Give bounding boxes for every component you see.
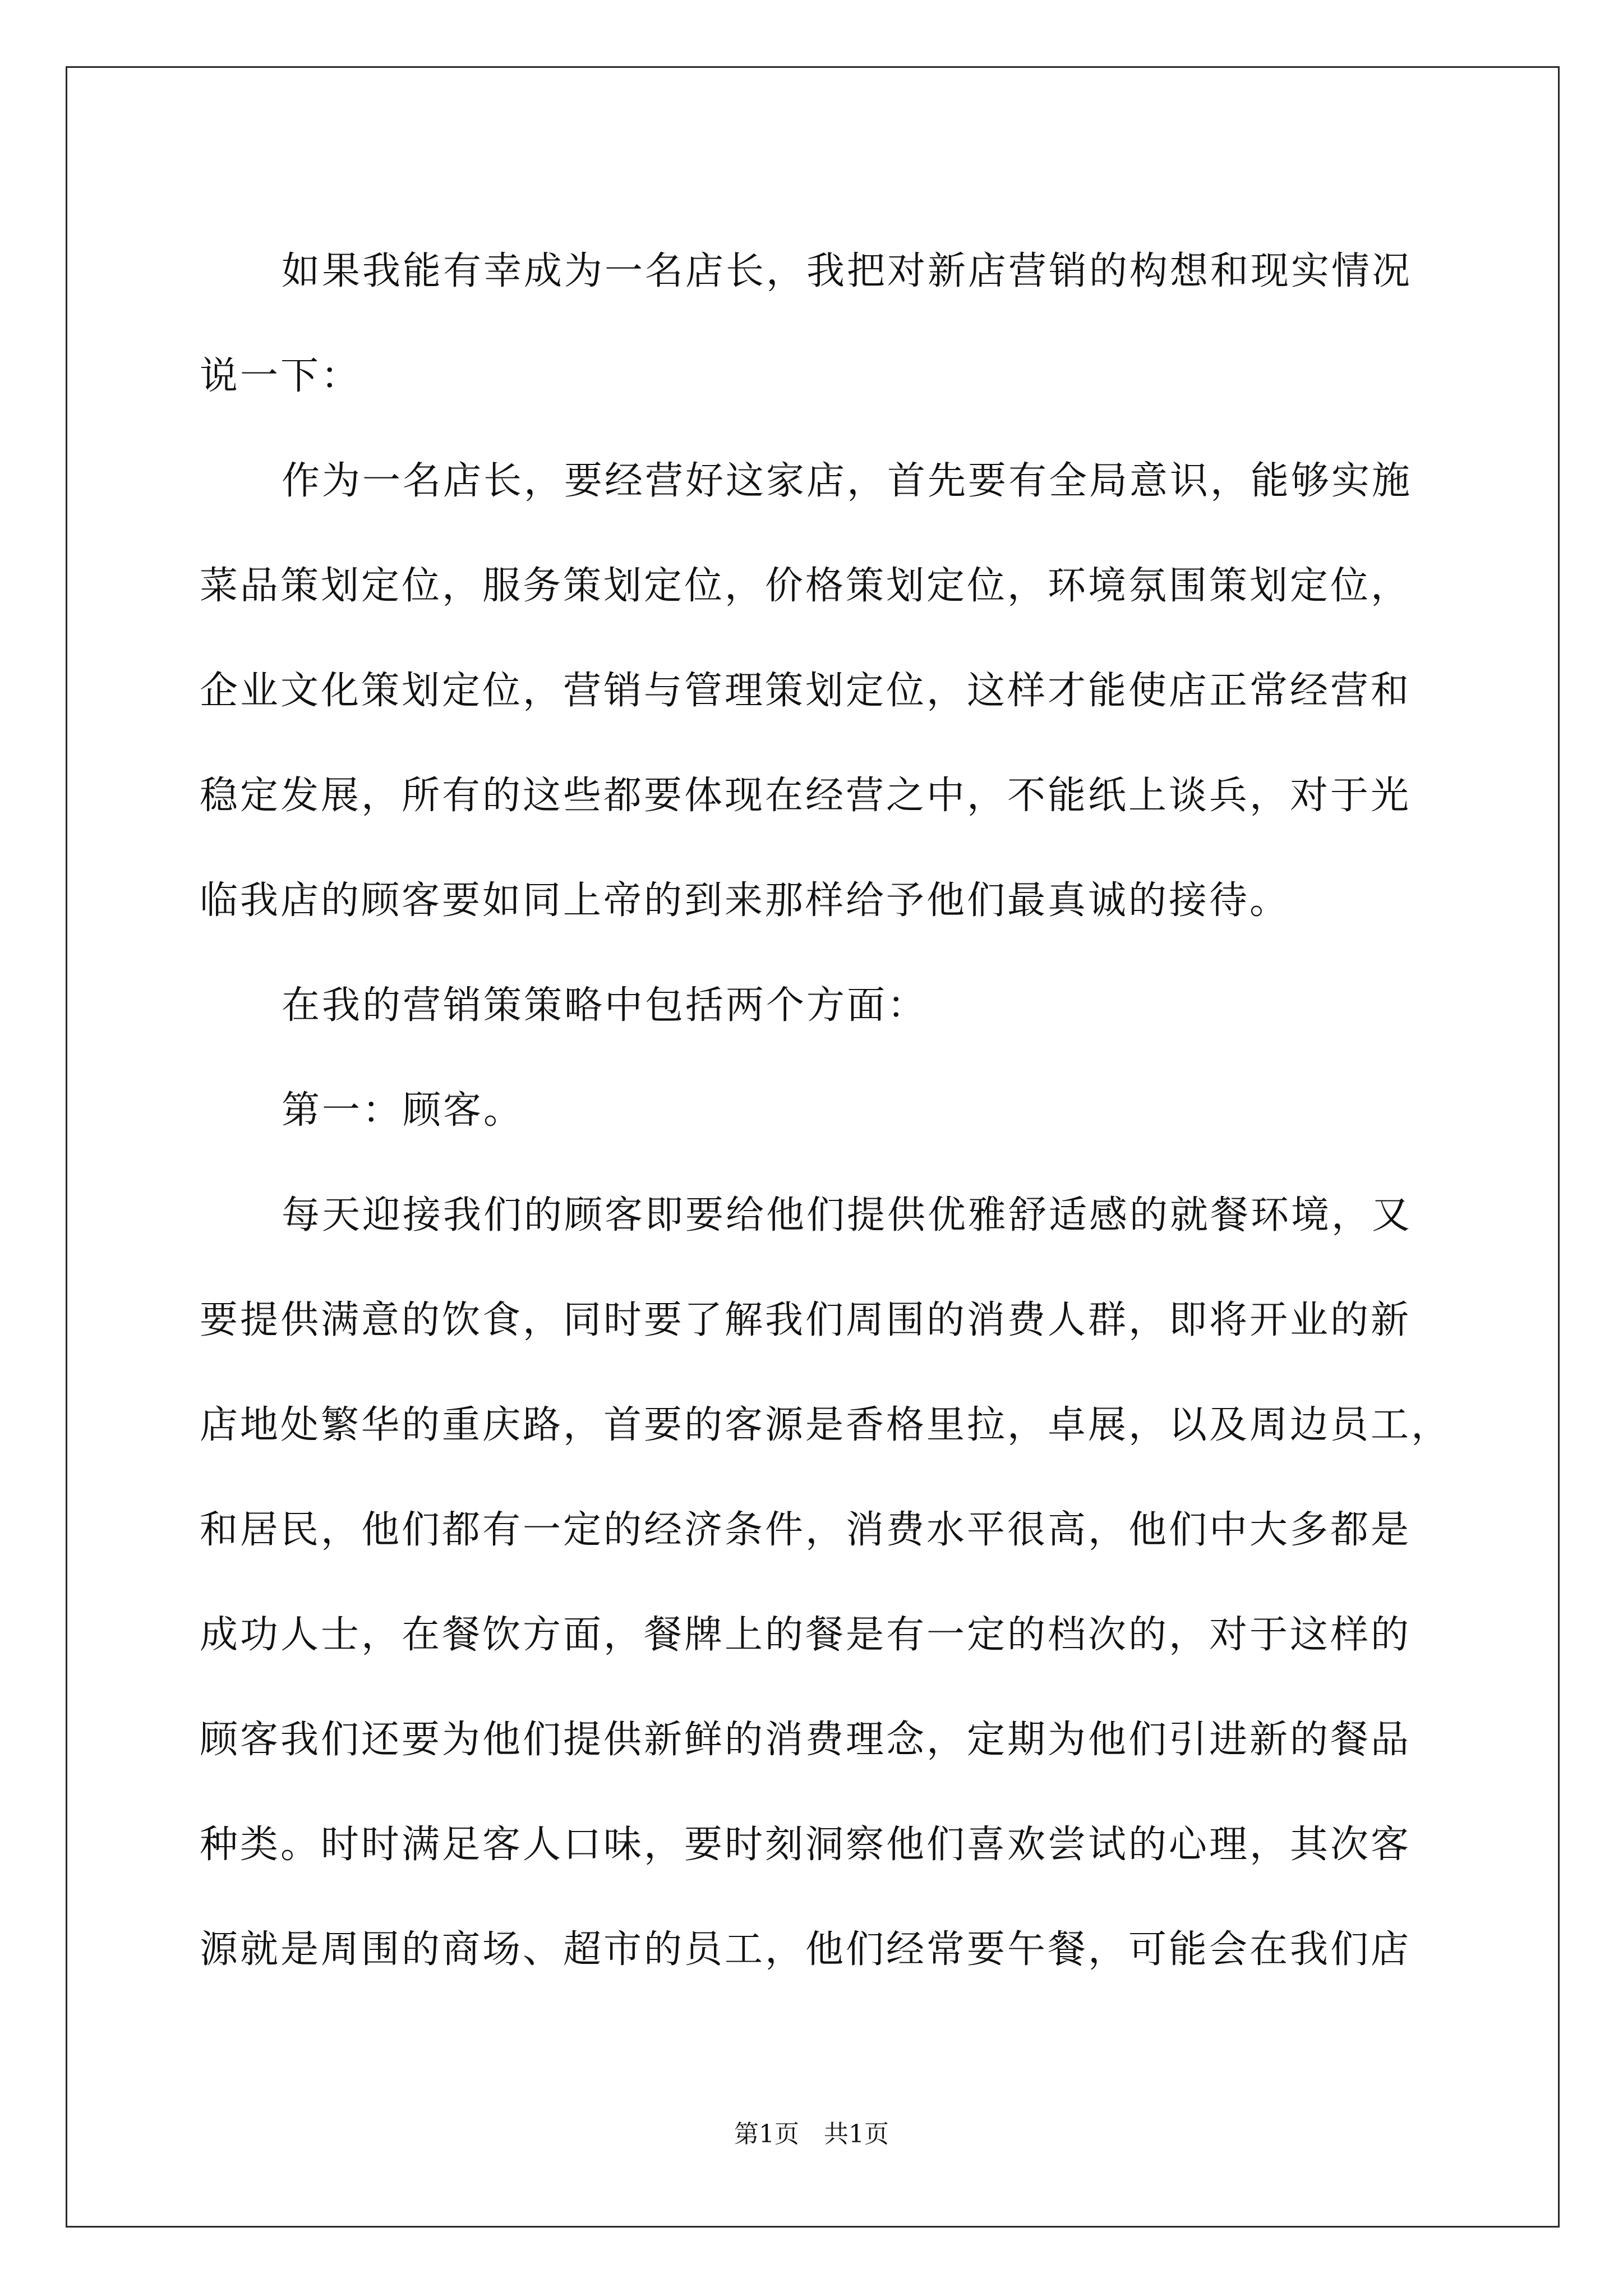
paragraph-2 <box>200 429 1461 953</box>
text-line: 成功人士，在餐饮方面，餐牌上的餐是有一定的档次的，对于这样的 <box>200 1613 1412 1657</box>
text-line: 临我店的顾客要如同上帝的到来那样给予他们最真诚的接待。 <box>200 878 1290 923</box>
text-line: 和居民，他们都有一定的经济条件，消费水平很高，他们中大多都是 <box>200 1508 1412 1552</box>
text-line: 顾客我们还要为他们提供新鲜的消费理念，定期为他们引进新的餐品 <box>200 1718 1412 1762</box>
text-line: 第一：顾客。 <box>282 1088 524 1133</box>
paragraph-5 <box>200 1163 1461 2002</box>
text-line: 要提供满意的饮食，同时要了解我们周围的消费人群，即将开业的新 <box>200 1298 1412 1342</box>
paragraph-3 <box>200 953 1461 1058</box>
text-line: 菜品策划定位，服务策划定位，价格策划定位，环境氛围策划定位， <box>200 564 1412 608</box>
text-line: 每天迎接我们的顾客即要给他们提供优雅舒适感的就餐环境，又 <box>282 1193 1413 1237</box>
text-line: 源就是周围的商场、超市的员工，他们经常要午餐，可能会在我们店 <box>200 1927 1412 1972</box>
text-line: 种类。时时满足客人口味，要时刻洞察他们喜欢尝试的心理，其次客 <box>200 1823 1412 1867</box>
paragraph-4 <box>200 1058 1461 1163</box>
text-line: 企业文化策划定位，营销与管理策划定位，这样才能使店正常经营和 <box>200 669 1412 713</box>
text-line: 说一下： <box>200 354 362 398</box>
page-footer: 第1页 共1页 <box>734 2120 889 2148</box>
document-body <box>200 219 1461 2002</box>
text-line: 在我的营销策策略中包括两个方面： <box>282 983 928 1028</box>
text-line: 如果我能有幸成为一名店长，我把对新店营销的构想和现实情况 <box>282 249 1413 293</box>
text-line: 店地处繁华的重庆路，首要的客源是香格里拉，卓展，以及周边员工， <box>200 1403 1452 1447</box>
text-line: 稳定发展，所有的这些都要体现在经营之中，不能纸上谈兵，对于光 <box>200 774 1412 818</box>
paragraph-1 <box>200 219 1461 429</box>
text-line: 作为一名店长，要经营好这家店，首先要有全局意识，能够实施 <box>282 459 1413 503</box>
